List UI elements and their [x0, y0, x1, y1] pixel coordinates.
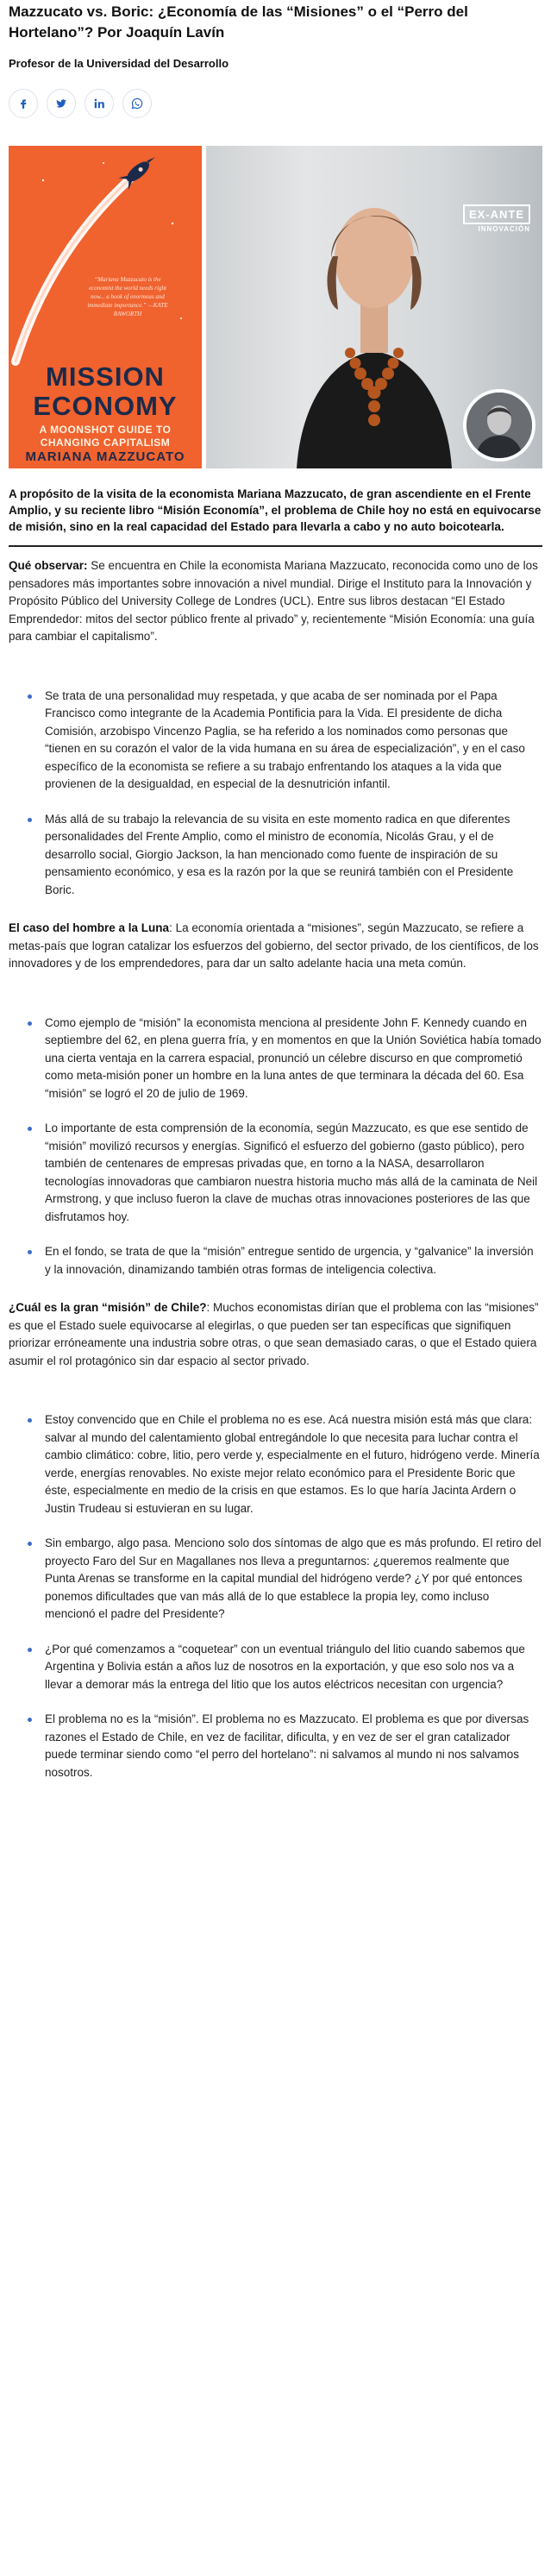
book-author: MARIANA MAZZUCATO: [25, 449, 185, 464]
list-item: Estoy convencido que en Chile el problema no es ese. Acá nuestra misión está más que clara: salvar al mundo del calentamiento global entregándole lo que necesita para luchar contra el cambio climático: cobre, litio, pero verde y, especialmente en el futuro, hidrógeno verde. Minería verde, energías renovables. No existe mejor relato económico para el Presidente Boric que éste, especialmente en medio de la crisis en que estamos. Es lo que haría Jacinta Ardern o Justin Trudeau si estuvieran en su lugar.: [9, 1411, 542, 1517]
bullet-list: [9, 688, 542, 900]
book-subtitle: A MOONSHOT GUIDE TO CHANGING CAPITALISM: [39, 424, 172, 449]
book-title-line-1: MISSION: [46, 361, 165, 392]
list-item: Más allá de su trabajo la relevancia de su visita en este momento radica en que diferentes personalidades del Frente Amplio, como el ministro de economía, Nicolás Grau, y el de desarrollo social, Giorgio Jackson, la han mencionado como fuente de inspiración de su pensamiento económico, y esa es la razón por la que se reunirá también con el Presidente Boric.: [9, 811, 542, 900]
hero-image: [9, 146, 542, 468]
author-photo: [206, 146, 542, 468]
author-role: Profesor de la Universidad del Desarrollo: [9, 57, 229, 70]
article-title: Mazzucato vs. Boric: ¿Economía de las “Misiones” o el “Perro del Hortelano”? Por Joaquín Lavín: [9, 3, 468, 41]
list-item: El problema no es la “misión”. El problema no es Mazzucato. El problema es que por diversas razones el Estado de Chile, en vez de facilitar, dificulta, y en vez de ser el gran catalizador puede terminar siendo como “el perro del hortelano”: ni salvamos al mundo ni nos salvamos nosotros.: [9, 1711, 542, 1781]
book-quote: “Mariana Mazzucato is the economist the world needs right now... a book of enormous and immediate importance.” —KATE RAWORTH: [87, 276, 168, 317]
share-bar: [9, 89, 542, 118]
list-item: Se trata de una personalidad muy respetada, y que acaba de ser nominada por el Papa Francisco como integrante de la Academia Pontificia para la Vida. El presidente de dicha Comisión, arzobispo Vincenzo Paglia, se ha referido a los nominados como personas que “tienen en su corazón el valor de la vida humana en su área de especialización”, y en el caso específico de la economista se refiere a su trabajo enfrentando los ataques a la vida que provienen de la desigualdad, en especial de la desnutrición infantil.: [9, 688, 542, 794]
book-cover: [9, 146, 202, 468]
section-label: El caso del hombre a la Luna: [9, 921, 170, 934]
book-title-line-2: ECONOMY: [33, 391, 178, 421]
section-text: : Muchos economistas dirían que el problema con las “misiones” es que el Estado suele equivocarse al elegirlas, o que pueden ser tan específicas que signifiquen priorizar erróneamente una industria sobre otras, o que sean demasiado caras, o que el Estado quiera asumir el rol protagónico sin dar espacio al sector privado.: [9, 1301, 539, 1367]
list-item: Lo importante de esta comprensión de la economía, según Mazzucato, es que ese sentido de “misión” movilizó recursos y energías. Significó el esfuerzo del gobierno (gasto público), pero también de centenares de empresas privadas que, en torno a la NASA, desarrollaron tecnologías innovadoras que cambiaron nuestra historia mucho más allá de la caminata de Neil Armstrong, y que incluso fueron la clave de muchas otras innovaciones posteriores de las que disfrutamos hoy.: [9, 1120, 542, 1226]
article-lead: A propósito de la visita de la economista Mariana Mazzucato, de gran ascendiente en el Frente Amplio, y su reciente libro “Misión Economía”, el problema de Chile hoy no está en equivocarse de misión, sino en la real capacidad del Estado para llevarla a cabo y no auto boicotearla.: [9, 487, 542, 533]
section-what-to-watch: [9, 557, 542, 646]
list-item: Sin embargo, algo pasa. Menciono solo dos síntomas de algo que es más profundo. El retiro del proyecto Faro del Sur en Magallanes nos lleva a preguntarnos: ¿queremos realmente que Punta Arenas se transforme en la capital mundial del hidrógeno verde? ¿Y por qué entonces ponemos dificultades que van más allá de lo que establece la propia ley, como incluso mencionó el padre del Presidente?: [9, 1535, 542, 1624]
bullet-list: [9, 1015, 542, 1279]
list-item: En el fondo, se trata de que la “misión” entregue sentido de urgencia, y “galvanice” la inversión y la innovación, dinamizando también otras formas de inteligencia colectiva.: [9, 1243, 542, 1279]
author-avatar: [463, 389, 535, 462]
section-label: Qué observar:: [9, 559, 88, 572]
section-moon-man: [9, 920, 542, 973]
section-text: Se encuentra en Chile la economista Mariana Mazzucato, reconocida como uno de los pensadores más importantes sobre innovación a nivel mundial. Dirige el Instituto para la Innovación y Propósito Público del University College de Londres (UCL). Entre sus libros destacan “El Estado Emprendedor: mitos del sector público frente al privado” y, recientemente “Misión Economía: una guía para cambiar el capitalismo”.: [9, 559, 538, 643]
linkedin-icon[interactable]: [85, 89, 114, 118]
section-text: : La economía orientada a “misiones”, según Mazzucato, se refiere a metas-país que logran catalizar los esfuerzos del gobierno, del sector privado, de los científicos, de los innovadores y de los emprendedores, para dar un salto adelante hacia una meta común.: [9, 921, 539, 970]
list-item: ¿Por qué comenzamos a “coquetear” con un eventual triángulo del litio cuando sabemos que Argentina y Bolivia están a años luz de nosotros en la exportación, y que eso solo nos va a llevar a demorar más la entrega del litio que los autos eléctricos necesitan con urgencia?: [9, 1641, 542, 1694]
divider: [9, 545, 542, 547]
bullet-list: [9, 1411, 542, 1781]
brand-logo: EX-ANTE: [463, 204, 530, 224]
twitter-icon[interactable]: [47, 89, 76, 118]
section-chile-mission: [9, 1299, 542, 1370]
section-label: ¿Cuál es la gran “misión” de Chile?: [9, 1301, 207, 1314]
list-item: Como ejemplo de “misión” la economista menciona al presidente John F. Kennedy cuando en septiembre del 62, en plena guerra fría, y en momentos en que la Unión Soviética había tomado una cierta ventaja en la carrera espacial, pronunció un célebre discurso en que comprometió como meta-misión poner un hombre en la luna antes de que terminara la década del 60. Esa “misión” se logró el 20 de julio de 1969.: [9, 1015, 542, 1103]
facebook-icon[interactable]: [9, 89, 38, 118]
whatsapp-icon[interactable]: [122, 89, 152, 118]
brand-section: INNOVACIÓN: [478, 225, 530, 233]
